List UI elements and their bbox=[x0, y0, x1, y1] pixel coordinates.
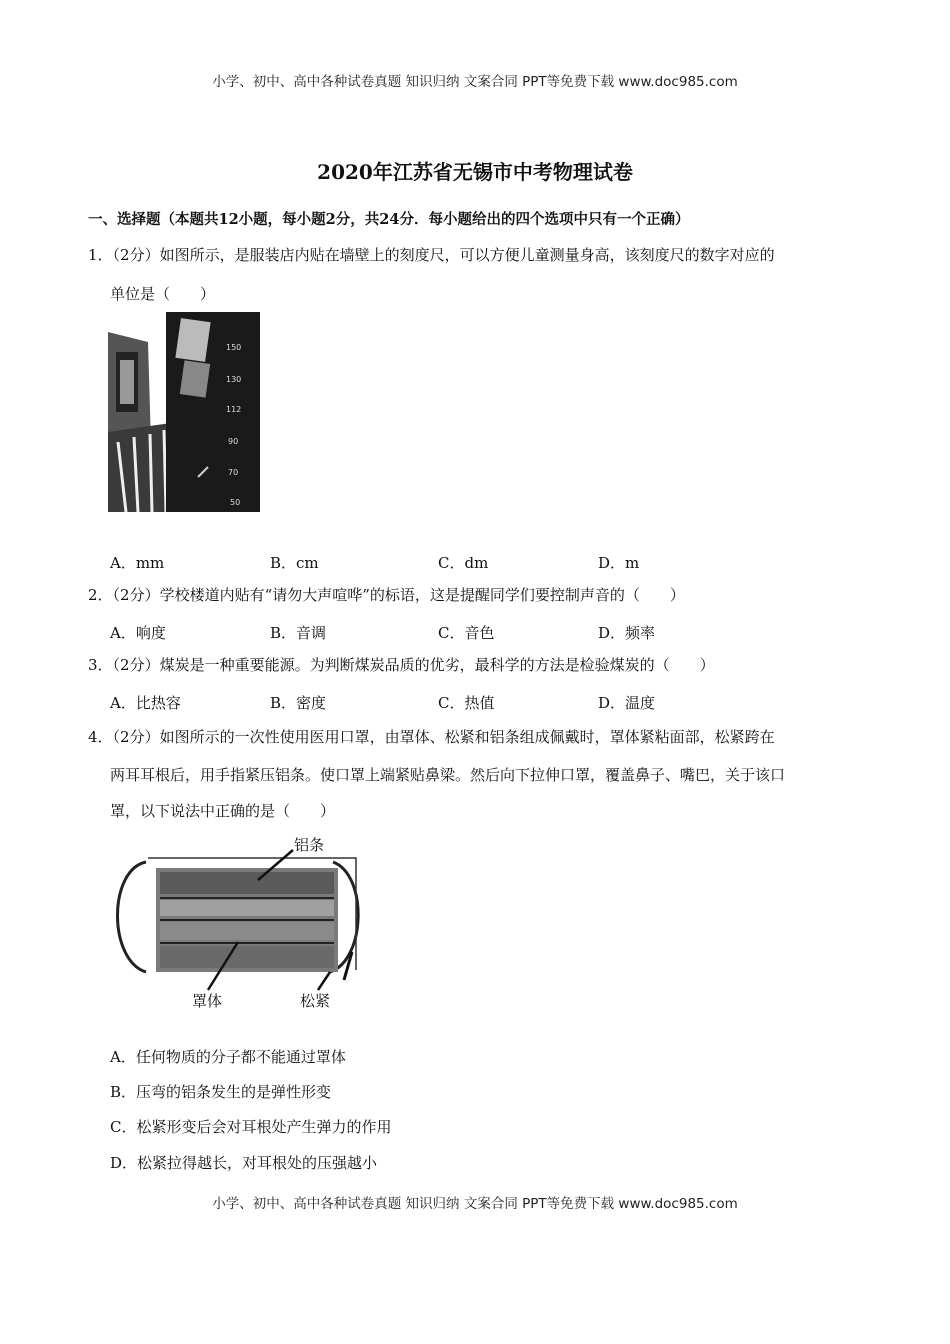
q1-option-a: A．mm bbox=[110, 554, 165, 572]
label-body: 罩体 bbox=[192, 992, 223, 1010]
q4-option-d: D．松紧拉得越长，对耳根处的压强越小 bbox=[110, 1154, 378, 1172]
page-title: 2020年江苏省无锡市中考物理试卷 bbox=[317, 160, 633, 184]
ruler-mark-150: 150 bbox=[226, 343, 242, 352]
ruler-photo-figure bbox=[108, 312, 260, 512]
q1-option-d: D．m bbox=[598, 554, 640, 572]
q3-option-a: A．比热容 bbox=[110, 694, 181, 712]
q2-option-c: C．音色 bbox=[438, 624, 495, 642]
ruler-mark-112: 112 bbox=[226, 405, 242, 414]
q4-option-a: A．任何物质的分子都不能通过罩体 bbox=[110, 1048, 346, 1066]
q1-option-c: C．dm bbox=[438, 554, 489, 572]
page-header: 小学、初中、高中各种试卷真题 知识归纳 文案合同 PPT等免费下载 www.doc985.com bbox=[212, 74, 738, 90]
ruler-mark-50: 50 bbox=[230, 498, 241, 507]
q3-option-d: D．温度 bbox=[598, 694, 656, 712]
question-2-line-1: 2．（2分）学校楼道内贴有“请勿大声喧哗”的标语，这是提醒同学们要控制声音的（ ） bbox=[88, 586, 685, 604]
q2-option-b: B．音调 bbox=[270, 624, 327, 642]
q2-option-a: A．响度 bbox=[110, 624, 166, 642]
ruler-mark-90: 90 bbox=[228, 437, 239, 446]
label-elastic: 松紧 bbox=[300, 992, 331, 1010]
mask-figure bbox=[108, 830, 368, 1012]
question-3-line-1: 3．（2分）煤炭是一种重要能源。为判断煤炭品质的优劣，最科学的方法是检验煤炭的（ ） bbox=[88, 656, 715, 674]
q3-option-c: C．热值 bbox=[438, 694, 495, 712]
q4-option-c: C．松紧形变后会对耳根处产生弹力的作用 bbox=[110, 1118, 392, 1136]
section-heading: 一、选择题（本题共12小题，每小题2分，共24分．每小题给出的四个选项中只有一个正确） bbox=[88, 211, 690, 228]
label-strip: 铝条 bbox=[294, 836, 325, 854]
q1-option-b: B．cm bbox=[270, 554, 319, 572]
q2-option-d: D．频率 bbox=[598, 624, 656, 642]
question-1-line-1: 1．（2分）如图所示，是服装店内贴在墙壁上的刻度尺，可以方便儿童测量身高，该刻度尺的数字对应的 bbox=[88, 246, 775, 264]
question-4-line-2: 两耳耳根后，用手指紧压铝条。使口罩上端紧贴鼻梁。然后向下拉伸口罩，覆盖鼻子、嘴巴，关于该口 bbox=[110, 766, 786, 784]
q4-option-b: B．压弯的铝条发生的是弹性形变 bbox=[110, 1083, 332, 1101]
question-4-line-3: 罩，以下说法中正确的是（ ） bbox=[110, 802, 336, 820]
ruler-mark-70: 70 bbox=[228, 468, 239, 477]
question-1-line-2: 单位是（ ） bbox=[110, 285, 216, 303]
q3-option-b: B．密度 bbox=[270, 694, 327, 712]
page-footer: 小学、初中、高中各种试卷真题 知识归纳 文案合同 PPT等免费下载 www.doc985.com bbox=[212, 1196, 738, 1212]
question-4-line-1: 4．（2分）如图所示的一次性使用医用口罩，由罩体、松紧和铝条组成佩戴时，罩体紧粘面部，松紧跨在 bbox=[88, 728, 775, 746]
ruler-mark-130: 130 bbox=[226, 375, 242, 384]
